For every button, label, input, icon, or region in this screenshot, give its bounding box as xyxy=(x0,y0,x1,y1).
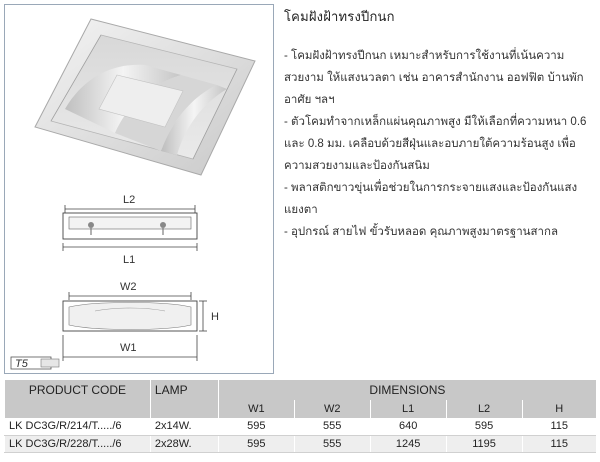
cell-w1: 595 xyxy=(218,435,294,452)
cell-lamp: 2x28W. xyxy=(150,435,218,452)
header-dimensions: DIMENSIONS xyxy=(218,380,596,400)
cell-code: LK DC3G/R/228/T...../6 xyxy=(5,435,151,452)
cell-h: 115 xyxy=(522,435,596,452)
header-h: H xyxy=(522,400,596,418)
header-w2: W2 xyxy=(294,400,370,418)
cell-l1: 1245 xyxy=(370,435,446,452)
illustration-panel xyxy=(4,4,274,374)
feature-bullet-4: - อุปกรณ์ สายไฟ ขั้วรับหลอด คุณภาพสูงมาตรฐานสากล xyxy=(284,226,559,238)
dimension-drawings xyxy=(5,183,273,373)
feature-bullet-2: - ตัวโคมทำจากเหล็กแผ่นคุณภาพสูง มีให้เลือกที่ความหนา 0.6 และ 0.8 มม. เคลือบด้วยสีฝุ่นและอบภายใต้ความร้อนสูง เพื่อความสวยงามและป้องกันสนิม xyxy=(284,116,587,172)
header-w1: W1 xyxy=(218,400,294,418)
cell-h: 115 xyxy=(522,418,596,435)
cell-lamp: 2x14W. xyxy=(150,418,218,435)
cell-w2: 555 xyxy=(294,435,370,452)
l1-label: L1 xyxy=(123,254,136,266)
header-l2: L2 xyxy=(446,400,522,418)
cell-l2: 595 xyxy=(446,418,522,435)
table-row xyxy=(5,435,597,452)
h-label: H xyxy=(211,311,219,323)
header-lamp: LAMP xyxy=(150,380,218,400)
header-l1: L1 xyxy=(370,400,446,418)
feature-bullet-1: - โคมฝังฝ้าทรงปีกนก เหมาะสำหรับการใช้งานที่เน้นความสวยงาม ให้แสงนวลตา เช่น อาคารสำนักงาน ออฟฟิต บ้านพักอาศัย ฯลฯ xyxy=(284,50,584,106)
feature-bullet-3: - พลาสติกขาวขุ่นเพื่อช่วยในการกระจายแสงและป้องกันแสงแยงตา xyxy=(284,182,578,216)
header-product-code: PRODUCT CODE xyxy=(5,380,151,400)
description-panel xyxy=(284,6,594,243)
cell-code: LK DC3G/R/214/T...../6 xyxy=(5,418,151,435)
w1-label: W1 xyxy=(120,342,137,354)
cell-l2: 1195 xyxy=(446,435,522,452)
header-spacer xyxy=(150,400,218,418)
product-photo xyxy=(5,5,273,183)
w2-label: W2 xyxy=(120,281,137,293)
cell-w2: 555 xyxy=(294,418,370,435)
spec-table xyxy=(4,380,596,453)
product-title: โคมฝังฝ้าทรงปีกนก xyxy=(284,9,395,24)
cell-w1: 595 xyxy=(218,418,294,435)
table-row xyxy=(5,418,597,435)
header-spacer xyxy=(5,400,151,418)
l2-label: L2 xyxy=(123,194,136,206)
cell-l1: 640 xyxy=(370,418,446,435)
t5-label: T5 xyxy=(15,358,28,370)
